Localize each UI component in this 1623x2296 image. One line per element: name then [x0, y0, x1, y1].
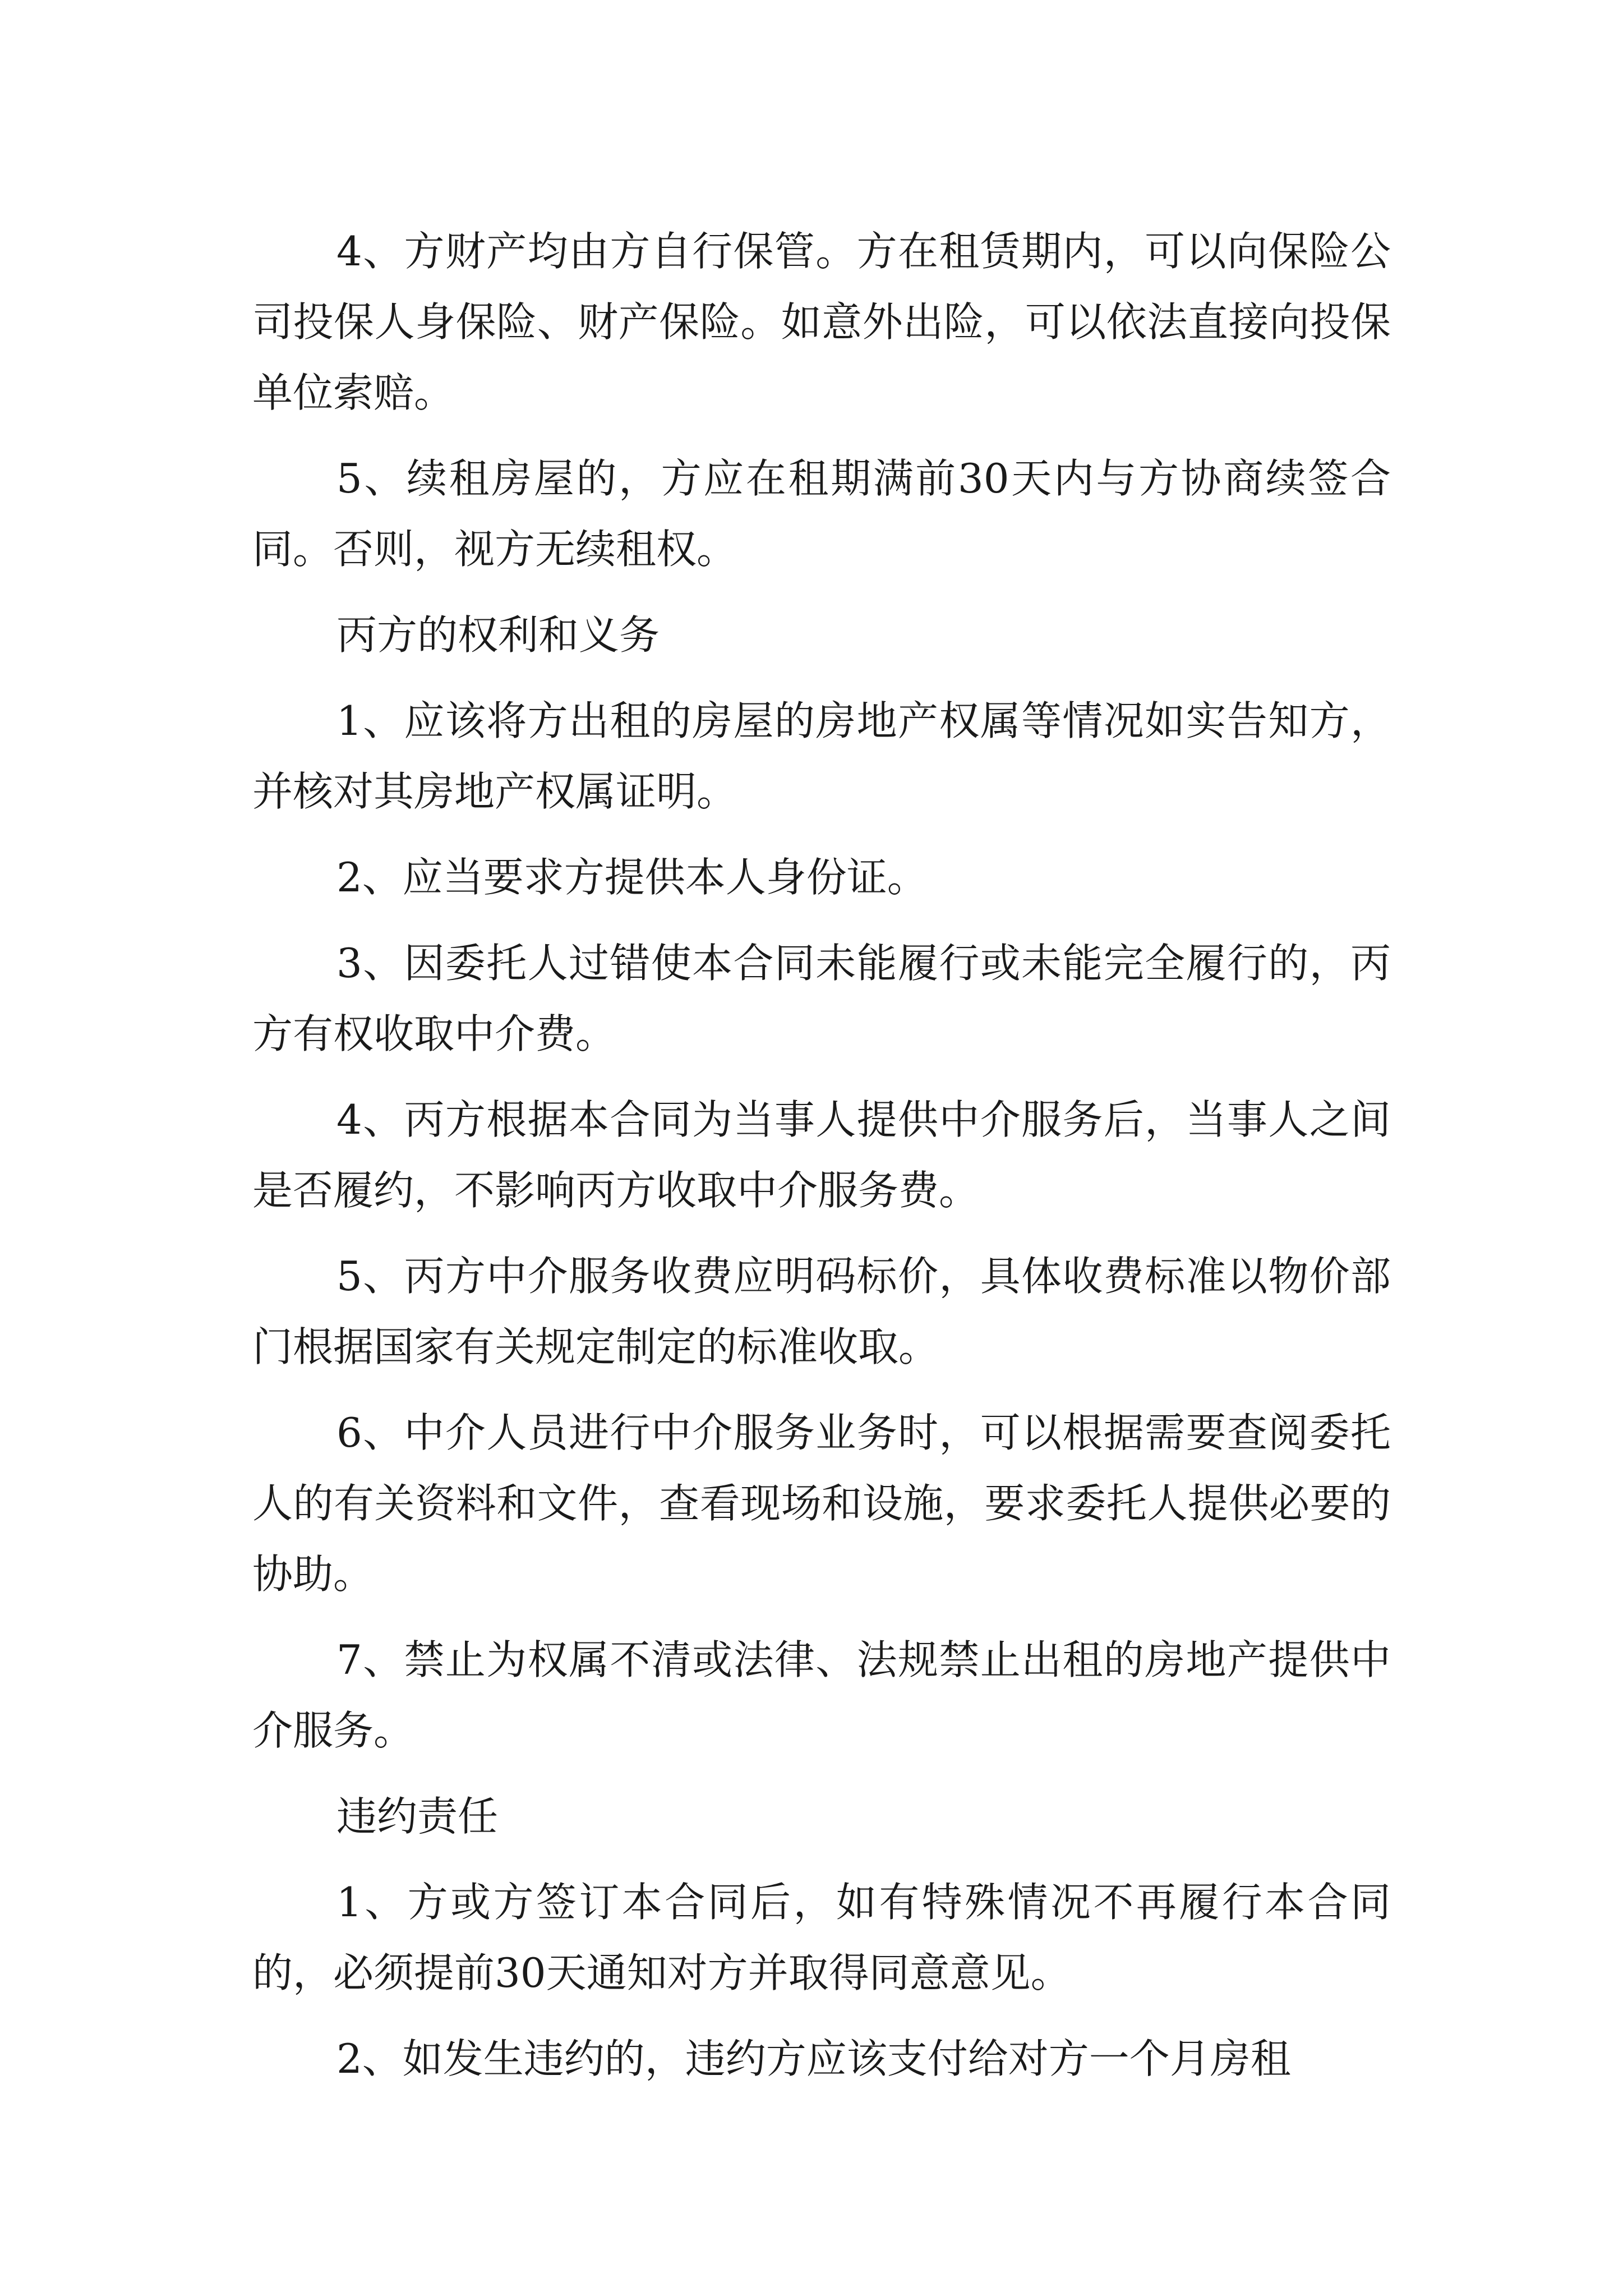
section-heading-breach-liability: 违约责任: [336, 1793, 499, 1840]
paragraph-c-2: 2、应当要求方提供本人身份证。: [336, 854, 928, 901]
paragraph-c-6: 6、中介人员进行中介服务业务时，可以根据需要查阅委托人的有关资料和文件，查看现场和设施，要求委托人提供必要的协助。: [252, 1409, 1391, 1598]
paragraph-breach-1: 1、方或方签订本合同后，如有特殊情况不再履行本合同的，必须提前30天通知对方并取得同意意见。: [252, 1879, 1391, 1996]
paragraph-c-5: 5、丙方中介服务收费应明码标价，具体收费标准以物价部门根据国家有关规定制定的标准收取。: [252, 1253, 1391, 1370]
paragraph-c-7: 7、禁止为权属不清或法律、法规禁止出租的房地产提供中介服务。: [252, 1636, 1391, 1754]
paragraph-breach-2: 2、如发生违约的，违约方应该支付给对方一个月房租: [336, 2035, 1291, 2082]
paragraph-c-1: 1、应该将方出租的房屋的房地产权属等情况如实告知方，并核对其房地产权属证明。: [252, 697, 1391, 815]
document-body: [252, 216, 1391, 2109]
section-heading-party-c-rights: 丙方的权利和义务: [336, 611, 660, 659]
paragraph-lease-renewal: 5、续租房屋的，方应在租期满前30天内与方协商续签合同。否则，视方无续租权。: [252, 455, 1391, 573]
paragraph-property-custody: 4、方财产均由方自行保管。方在租赁期内，可以向保险公司投保人身保险、财产保险。如意外出险，可以依法直接向投保单位索赔。: [252, 228, 1391, 416]
paragraph-c-4: 4、丙方根据本合同为当事人提供中介服务后，当事人之间是否履约，不影响丙方收取中介服务费。: [252, 1096, 1391, 1214]
paragraph-c-3: 3、因委托人过错使本合同未能履行或未能完全履行的，丙方有权收取中介费。: [252, 940, 1391, 1057]
